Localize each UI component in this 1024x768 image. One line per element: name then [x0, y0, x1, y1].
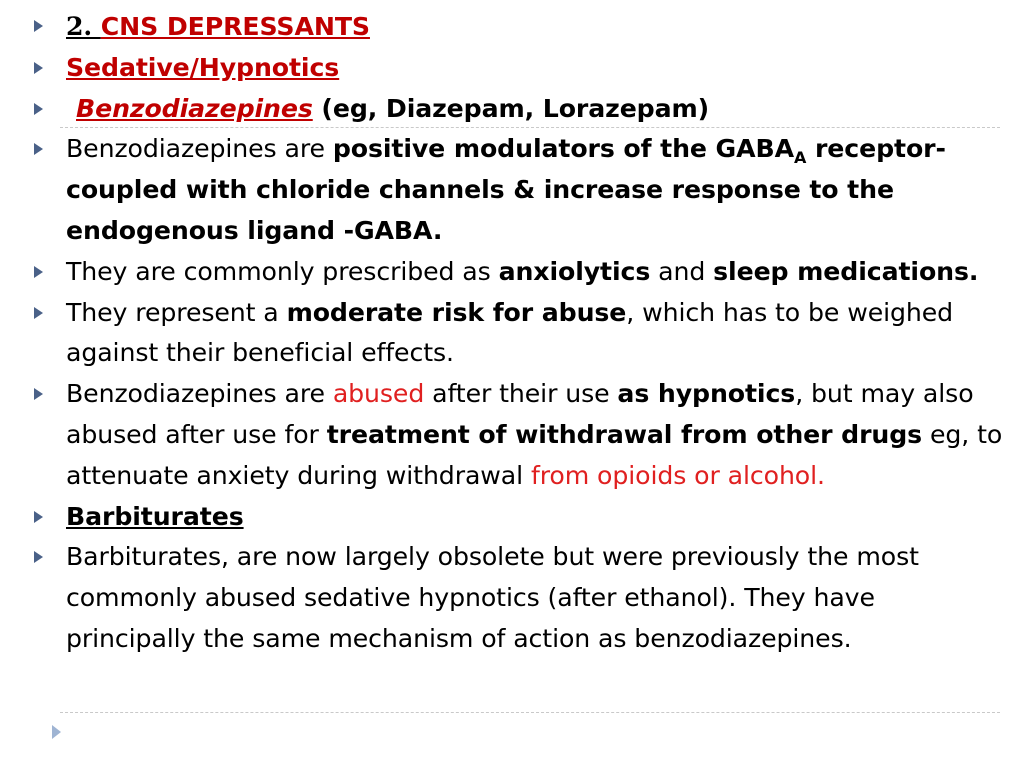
- bullet-arrow-icon: [34, 103, 43, 115]
- bullet-arrow-icon: [34, 307, 43, 319]
- red-segment: abused: [332, 379, 425, 409]
- slide-nav-arrow-icon: [52, 725, 61, 739]
- bold-segment: receptor- coupled with chloride channels & increase response to the endogenous ligand -GABA.: [66, 134, 946, 245]
- bullet-gaba-modulators: [0, 129, 1024, 251]
- bold-segment: treatment of withdrawal from other drugs: [326, 419, 923, 449]
- text-segment: and: [650, 256, 714, 286]
- bullet-heading-cns-depressants: [0, 6, 1024, 48]
- text-segment: after their use: [424, 379, 618, 409]
- text-segment: , but may also abused after use for: [66, 379, 974, 449]
- text-segment: Benzodiazepines are: [66, 379, 333, 409]
- bold-segment: as hypnotics: [617, 379, 796, 409]
- bullet-barbiturates-description: [0, 537, 1024, 659]
- bullet-prescribed-uses: [0, 252, 1024, 293]
- bullet-sedative-hypnotics: [0, 48, 1024, 89]
- benzodiazepines-examples-text: (eg, Diazepam, Lorazepam): [312, 93, 710, 123]
- bullet-arrow-icon: [34, 62, 43, 74]
- bullet-barbiturates-heading: [0, 497, 1024, 538]
- barbiturates-title: Barbiturates: [66, 501, 244, 531]
- text-segment: eg, to attenuate anxiety during withdrawal: [66, 419, 1003, 490]
- bullet-arrow-icon: [34, 143, 43, 155]
- red-segment: from opioids or alcohol.: [530, 460, 825, 490]
- bullet-arrow-icon: [34, 266, 43, 278]
- subheading-title: Sedative/Hypnotics: [66, 52, 340, 82]
- bold-segment: sleep medications.: [713, 256, 979, 286]
- bold-segment: anxiolytics: [498, 256, 651, 286]
- bold-segment: moderate risk for abuse: [286, 297, 627, 327]
- heading-title: CNS DEPRESSANTS: [100, 12, 370, 41]
- divider-line: [60, 712, 1000, 713]
- text-segment: They are commonly prescribed as: [66, 256, 499, 286]
- bullet-benzodiazepines-examples: [0, 89, 1024, 130]
- bullet-abuse-risk: [0, 293, 1024, 375]
- bullet-arrow-icon: [34, 551, 43, 563]
- text-segment: , which has to be weighed against their beneficial effects.: [66, 297, 954, 368]
- text-segment: They represent a: [66, 297, 287, 327]
- bullet-arrow-icon: [34, 511, 43, 523]
- bullet-arrow-icon: [34, 388, 43, 400]
- bullet-abuse-patterns: [0, 374, 1024, 496]
- heading-number: 2.: [66, 11, 101, 41]
- bullet-list: [0, 6, 1024, 660]
- text-segment: Benzodiazepines are: [66, 134, 333, 164]
- gaba-subscript: A: [794, 148, 807, 168]
- text-segment: Barbiturates, are now largely obsolete but were previously the most commonly abused sedative hypnotics (after ethanol). They have principally the same mechanism of action as benzodiazepines.: [66, 542, 919, 653]
- benzodiazepines-title: Benzodiazepines: [76, 93, 313, 123]
- bold-segment: positive modulators of the GABA: [332, 134, 795, 164]
- bullet-arrow-icon: [34, 20, 43, 32]
